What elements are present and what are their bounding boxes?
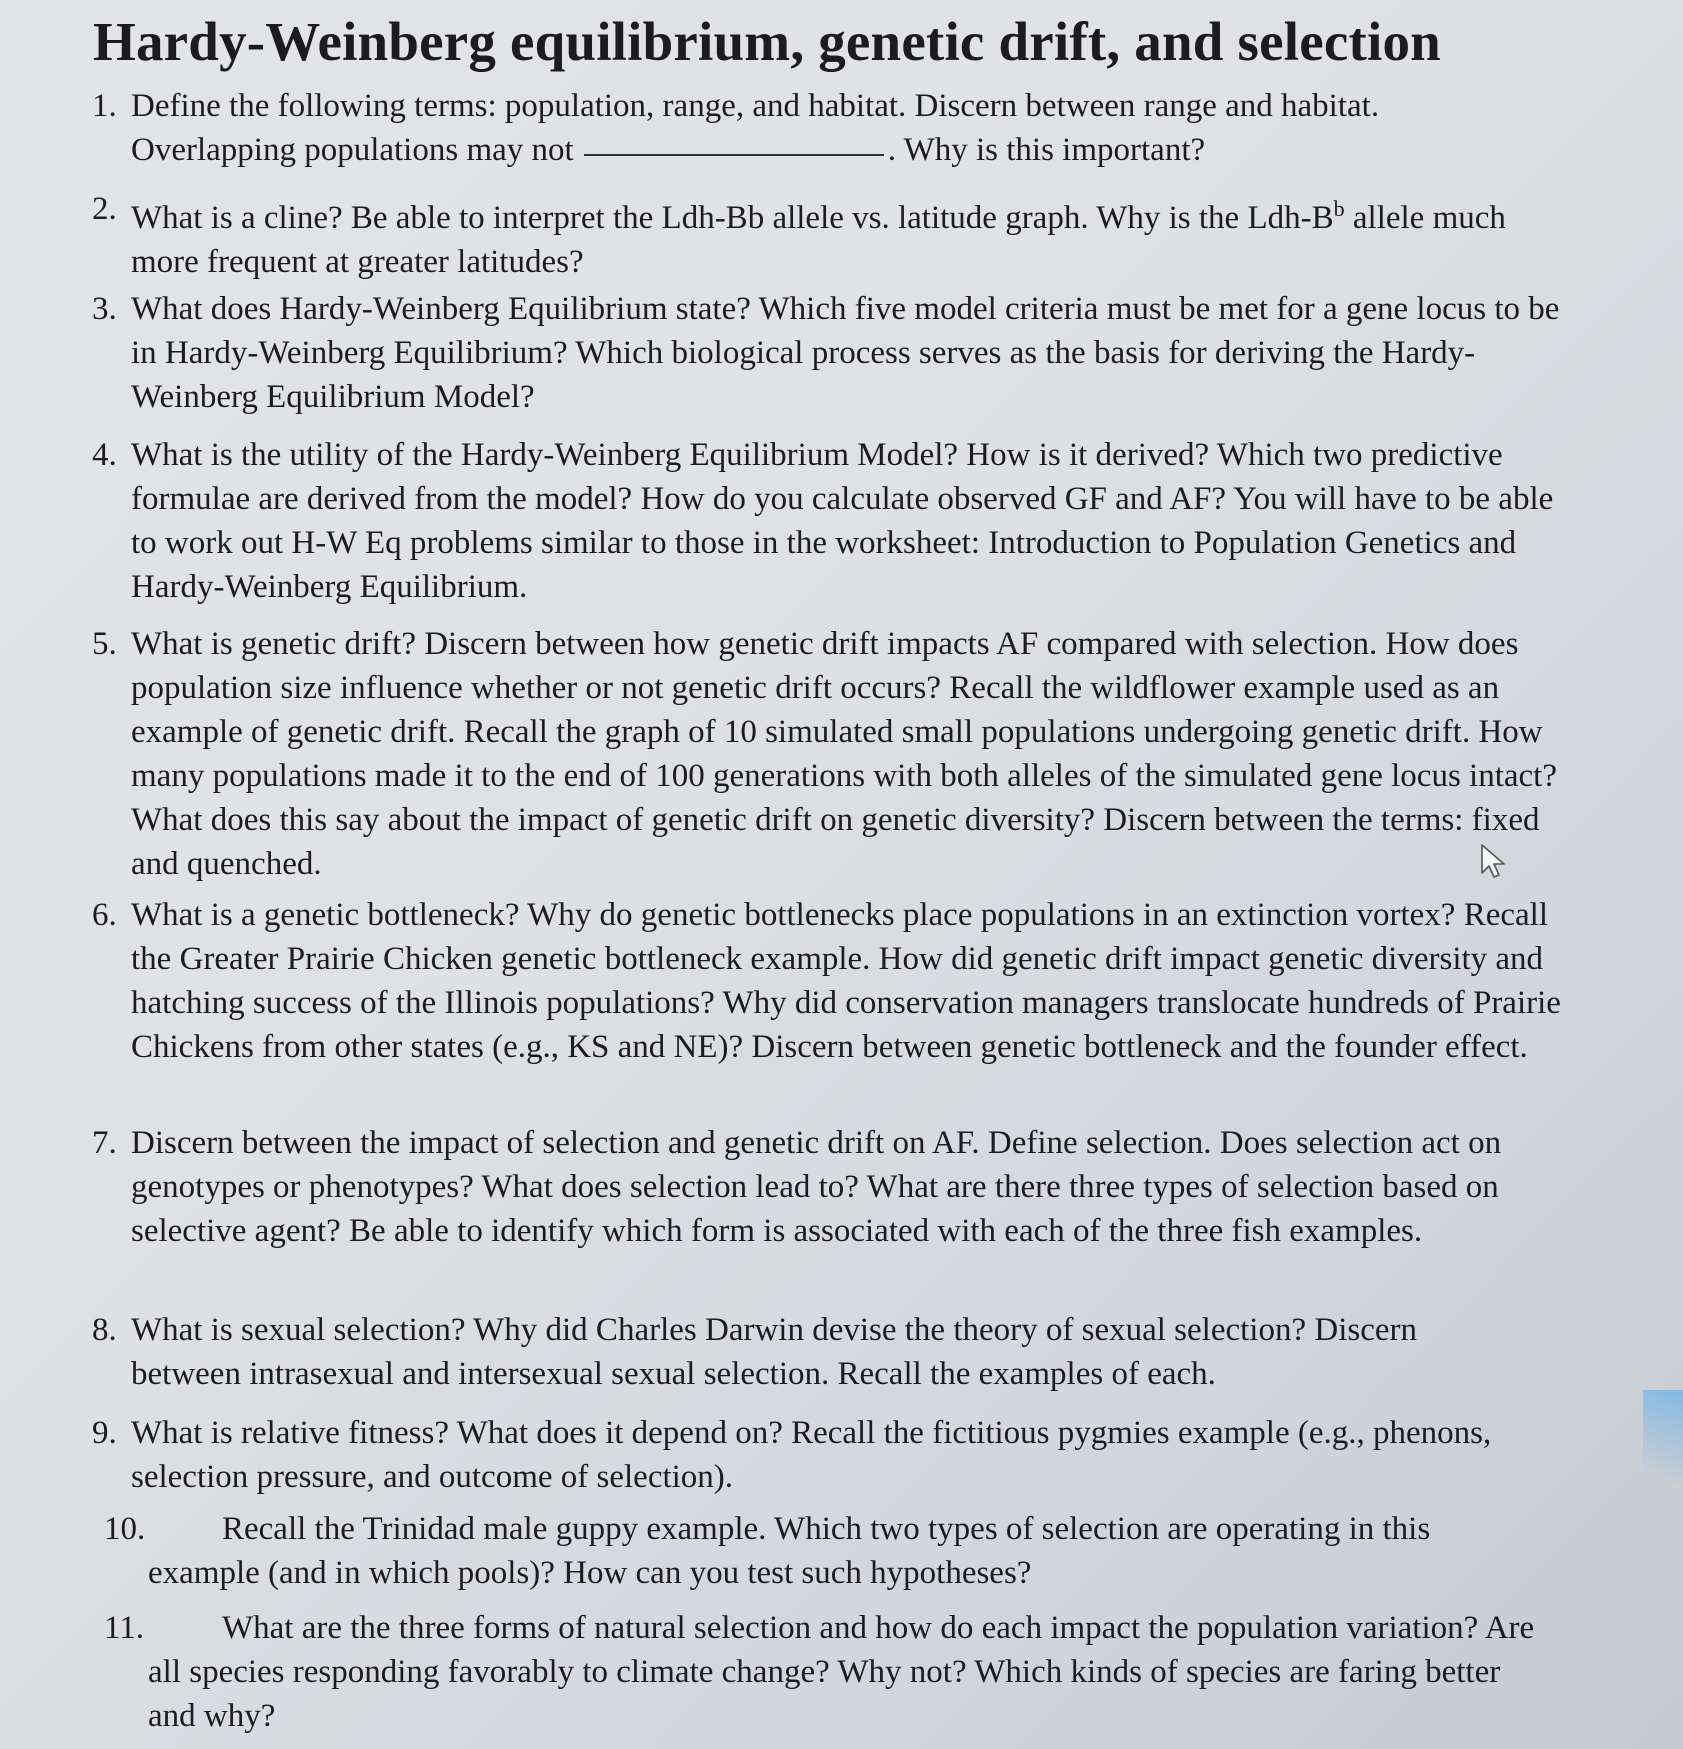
question-10 (104, 1507, 1524, 1595)
question-number: 9. (92, 1415, 117, 1451)
question-text: Define the following terms: population, range, and habitat. Discern between range and habitat. Overlapping populations may not (131, 88, 1380, 168)
question-number: 2. (92, 191, 117, 227)
question-number: 5. (92, 626, 117, 662)
question-text: What is the utility of the Hardy-Weinberg Equilibrium Model? How is it derived? Which two predictive formulae are derived from the model? How do you calculate observed GF and AF? You will have to be able to work out H-W Eq problems similar to those in the worksheet: Introduction to Population Genetics and Hardy-Weinberg Equilibrium. (131, 437, 1554, 605)
question-text-continued: allele much more frequent at greater latitudes? (131, 200, 1506, 280)
question-number: 4. (92, 437, 117, 473)
question-number: 10. (104, 1511, 146, 1547)
question-text: What is relative fitness? What does it depend on? Recall the fictitious pygmies example (e.g., phenons, selection pressure, and outcome of selection). (131, 1415, 1492, 1495)
allele-superscript: b (1333, 196, 1345, 221)
question-number: 11. (104, 1610, 145, 1646)
question-9 (92, 1411, 1572, 1499)
fill-in-blank[interactable] (584, 153, 884, 156)
question-number: 3. (92, 291, 117, 327)
question-text: What is genetic drift? Discern between how genetic drift impacts AF compared with selection. How does population size influence whether or not genetic drift occurs? Recall the wildflower example used as an example of genetic drift. Recall the graph of 10 simulated small populations undergoing genetic drift. How many populations made it to the end of 100 generations with both alleles of the simulated gene locus intact? What does this say about the impact of genetic drift on genetic diversity? Discern between the terms: fixed and quenched. (131, 626, 1557, 882)
mouse-pointer-icon (1479, 843, 1509, 881)
question-text: What does Hardy-Weinberg Equilibrium state? Which five model criteria must be met for a gene locus to be in Hardy-Weinberg Equilibrium? Which biological process serves as the basis for deriving the Hardy-Weinberg Equilibrium Model? (131, 291, 1560, 415)
question-1 (92, 84, 1472, 172)
question-text: Recall the Trinidad male guppy example. Which two types of selection are operating in this example (and in which pools)? How can you test such hypotheses? (148, 1511, 1431, 1591)
question-number: 6. (92, 897, 117, 933)
question-number: 8. (92, 1312, 117, 1348)
question-text: What is sexual selection? Why did Charles Darwin devise the theory of sexual selection? Discern between intrasexual and intersexual sexual selection. Recall the examples of each. (131, 1312, 1417, 1392)
question-number: 7. (92, 1125, 117, 1161)
question-text: What is a cline? Be able to interpret the Ldh-Bb allele vs. latitude graph. Why is the Ldh-B (131, 200, 1334, 236)
question-3 (92, 287, 1572, 419)
screen-glare (1643, 1390, 1683, 1500)
question-text: Discern between the impact of selection and genetic drift on AF. Define selection. Does selection act on genotypes or phenotypes? What does selection lead to? What are there three types of selection based on selective agent? Be able to identify which form is associated with each of the three fish examples. (131, 1125, 1502, 1249)
page-title: Hardy-Weinberg equilibrium, genetic drift, and selection (93, 11, 1441, 72)
question-number: 1. (92, 88, 117, 124)
question-7 (92, 1121, 1532, 1253)
question-text: What is a genetic bottleneck? Why do genetic bottlenecks place populations in an extinction vortex? Recall the Greater Prairie Chicken genetic bottleneck example. How did genetic drift impact genetic diversity and hatching success of the Illinois populations? Why did conservation managers translocate hundreds of Prairie Chickens from other states (e.g., KS and NE)? Discern between genetic bottleneck and the founder effect. (131, 897, 1561, 1065)
question-text-continued: . Why is this important? (887, 132, 1206, 168)
question-4 (92, 433, 1572, 609)
question-text: What are the three forms of natural selection and how do each impact the population variation? Are all species responding favorably to climate change? Why not? Which kinds of species are faring better and why? (148, 1610, 1535, 1734)
question-5 (92, 622, 1572, 886)
question-6 (92, 893, 1572, 1069)
question-11 (104, 1606, 1544, 1738)
question-8 (92, 1308, 1532, 1396)
question-2 (92, 187, 1512, 284)
